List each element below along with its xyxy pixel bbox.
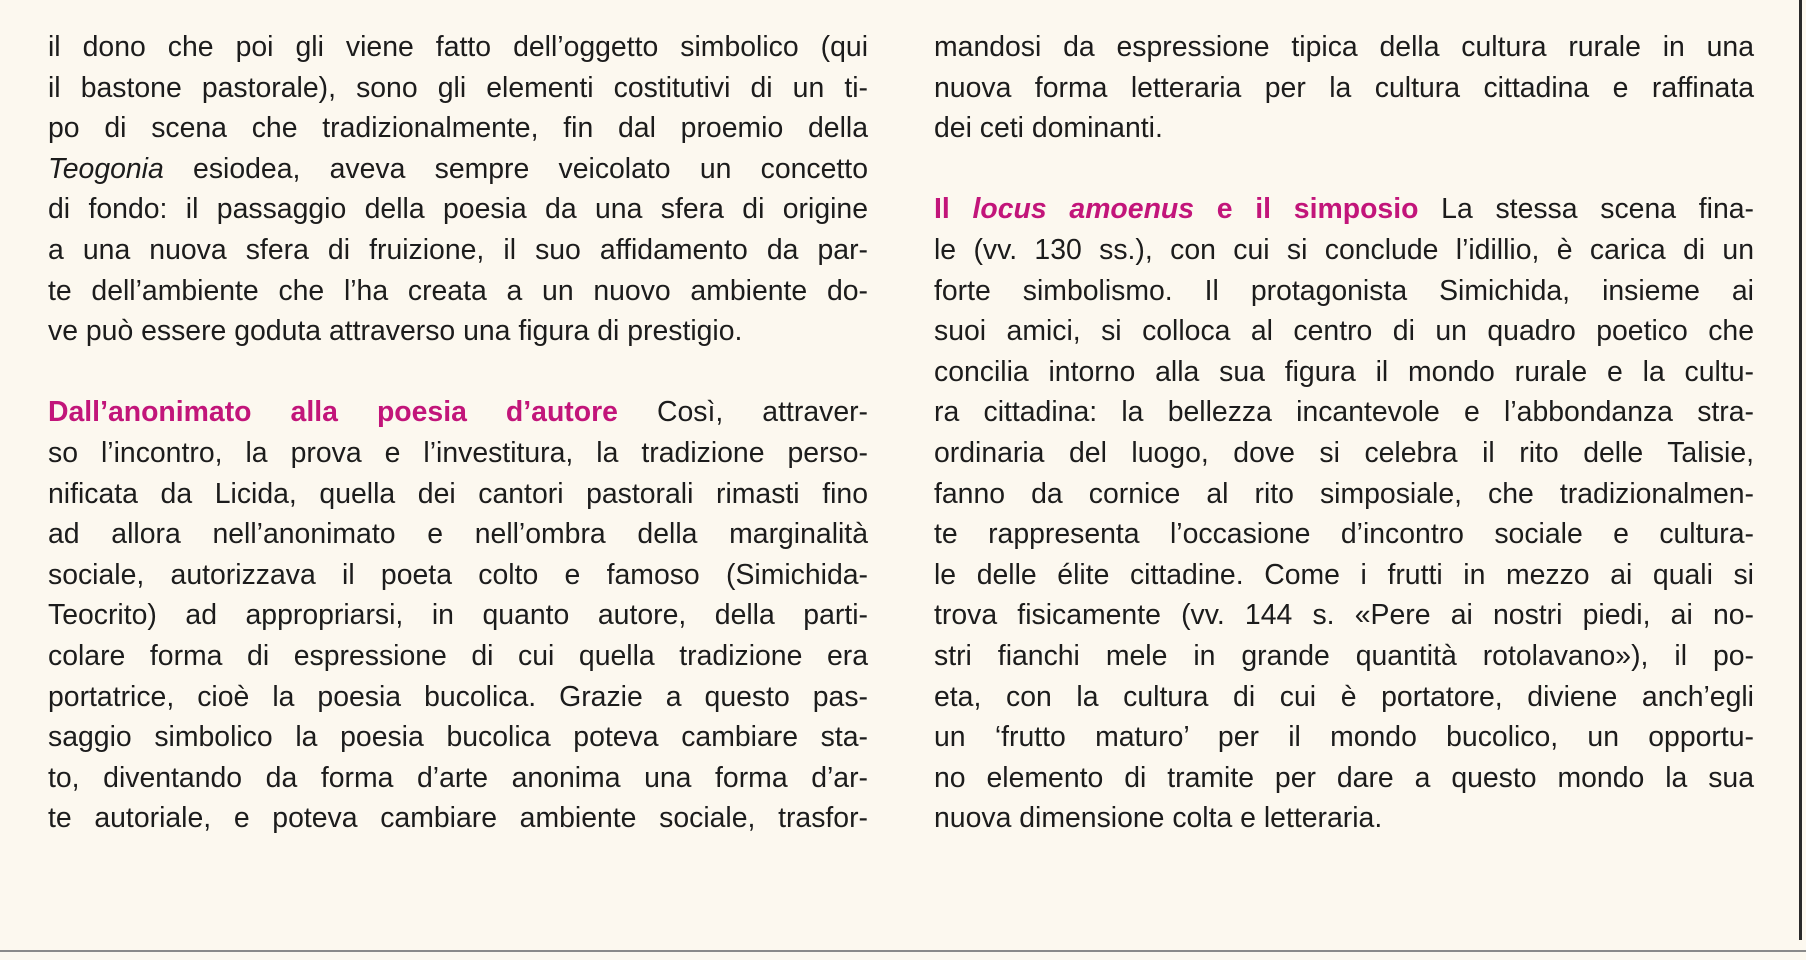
text-line: mandosi da espressione tipica della cultura rurale in una: [934, 31, 1754, 63]
section-first-line: [934, 189, 1754, 230]
text-line: portatrice, cioè la poesia bucolica. Grazie a questo pas-: [48, 680, 868, 713]
text-line: po di scena che tradizionalmente, fin dal proemio della: [48, 112, 868, 145]
text-line: eta, con la cultura di cui è portatore, diviene anch’egli: [934, 680, 1754, 713]
text-line: suoi amici, si colloca al centro di un quadro poetico che: [934, 315, 1754, 348]
text-line: Teocrito) ad appropriarsi, in quanto autore, della parti-: [48, 599, 868, 632]
text-line: nificata da Licida, quella dei cantori pastorali rimasti fino: [48, 477, 868, 510]
text-line: ad allora nell’anonimato e nell’ombra della marginalità: [48, 518, 868, 551]
text-line: te rappresenta l’occasione d’incontro sociale e cultura-: [934, 518, 1754, 551]
paragraph-gap: [48, 352, 868, 393]
italic-title: Teogonia: [48, 152, 164, 185]
text-line: le (vv. 130 ss.), con cui si conclude l’idillio, è carica di un: [934, 233, 1754, 266]
text-fragment: La stessa scena fina-: [1441, 193, 1754, 226]
text-line: te dell’ambiente che l’ha creata a un nuovo ambiente do-: [48, 274, 868, 307]
text-line: ordinaria del luogo, dove si celebra il rito delle Talisie,: [934, 436, 1754, 469]
text-line: colare forma di espressione di cui quella tradizione era: [48, 639, 868, 672]
bottom-rule: [0, 950, 1806, 952]
text-line: concilia intorno alla sua figura il mondo rurale e la cultu-: [934, 355, 1754, 388]
left-column: [48, 27, 868, 839]
text-fragment: esiodea, aveva sempre veicolato un concetto: [163, 152, 868, 185]
page-edge-rule: [1799, 0, 1802, 940]
section-first-line: [48, 392, 868, 433]
text-line: di fondo: il passaggio della poesia da una sfera di origine: [48, 193, 868, 226]
text-line: trova fisicamente (vv. 144 s. «Pere ai nostri piedi, ai no-: [934, 599, 1754, 632]
text-line: nuova forma letteraria per la cultura cittadina e raffinata: [934, 71, 1754, 104]
text-line: ra cittadina: la bellezza incantevole e l’abbondanza stra-: [934, 396, 1754, 429]
text-line: sociale, autorizzava il poeta colto e famoso (Simichida-: [48, 558, 868, 591]
section-heading: [934, 193, 1418, 225]
text-line: a una nuova sfera di fruizione, il suo affidamento da par-: [48, 233, 868, 266]
text-line: un ‘frutto maturo’ per il mondo bucolico, un opportu-: [934, 721, 1754, 754]
heading-prefix: Il: [934, 193, 973, 226]
text-line: forte simbolismo. Il protagonista Simichida, insieme ai: [934, 274, 1754, 307]
text-line: to, diventando da forma d’arte anonima una forma d’ar-: [48, 761, 868, 794]
text-line: saggio simbolico la poesia bucolica poteva cambiare sta-: [48, 721, 868, 754]
text-line: le delle élite cittadine. Come i frutti in mezzo ai quali si: [934, 558, 1754, 591]
heading-italic: locus amoenus: [972, 193, 1195, 226]
heading-suffix: e il simposio: [1194, 193, 1419, 226]
text-line: stri fianchi mele in grande quantità rotolavano»), il po-: [934, 639, 1754, 672]
text-line: no elemento di tramite per dare a questo mondo la sua: [934, 761, 1754, 794]
section-heading: Dall’anonimato alla poesia d’autore: [48, 396, 618, 429]
text-line: te autoriale, e poteva cambiare ambiente sociale, trasfor-: [48, 802, 868, 835]
text-line: ve può essere goduta attraverso una figura di prestigio.: [48, 315, 743, 348]
text-line: fanno da cornice al rito simposiale, che tradizionalmen-: [934, 477, 1754, 510]
paragraph-gap: [934, 149, 1754, 190]
text-line: so l’incontro, la prova e l’investitura, la tradizione perso-: [48, 436, 868, 469]
text-line: il bastone pastorale), sono gli elementi costitutivi di un ti-: [48, 71, 868, 104]
text-line: nuova dimensione colta e letteraria.: [934, 802, 1383, 835]
text-line: [48, 149, 868, 190]
text-line: dei ceti dominanti.: [934, 112, 1163, 145]
text-fragment: Così, attraver-: [657, 396, 869, 429]
text-line: il dono che poi gli viene fatto dell’oggetto simbolico (qui: [48, 31, 868, 63]
right-column: [934, 27, 1754, 839]
